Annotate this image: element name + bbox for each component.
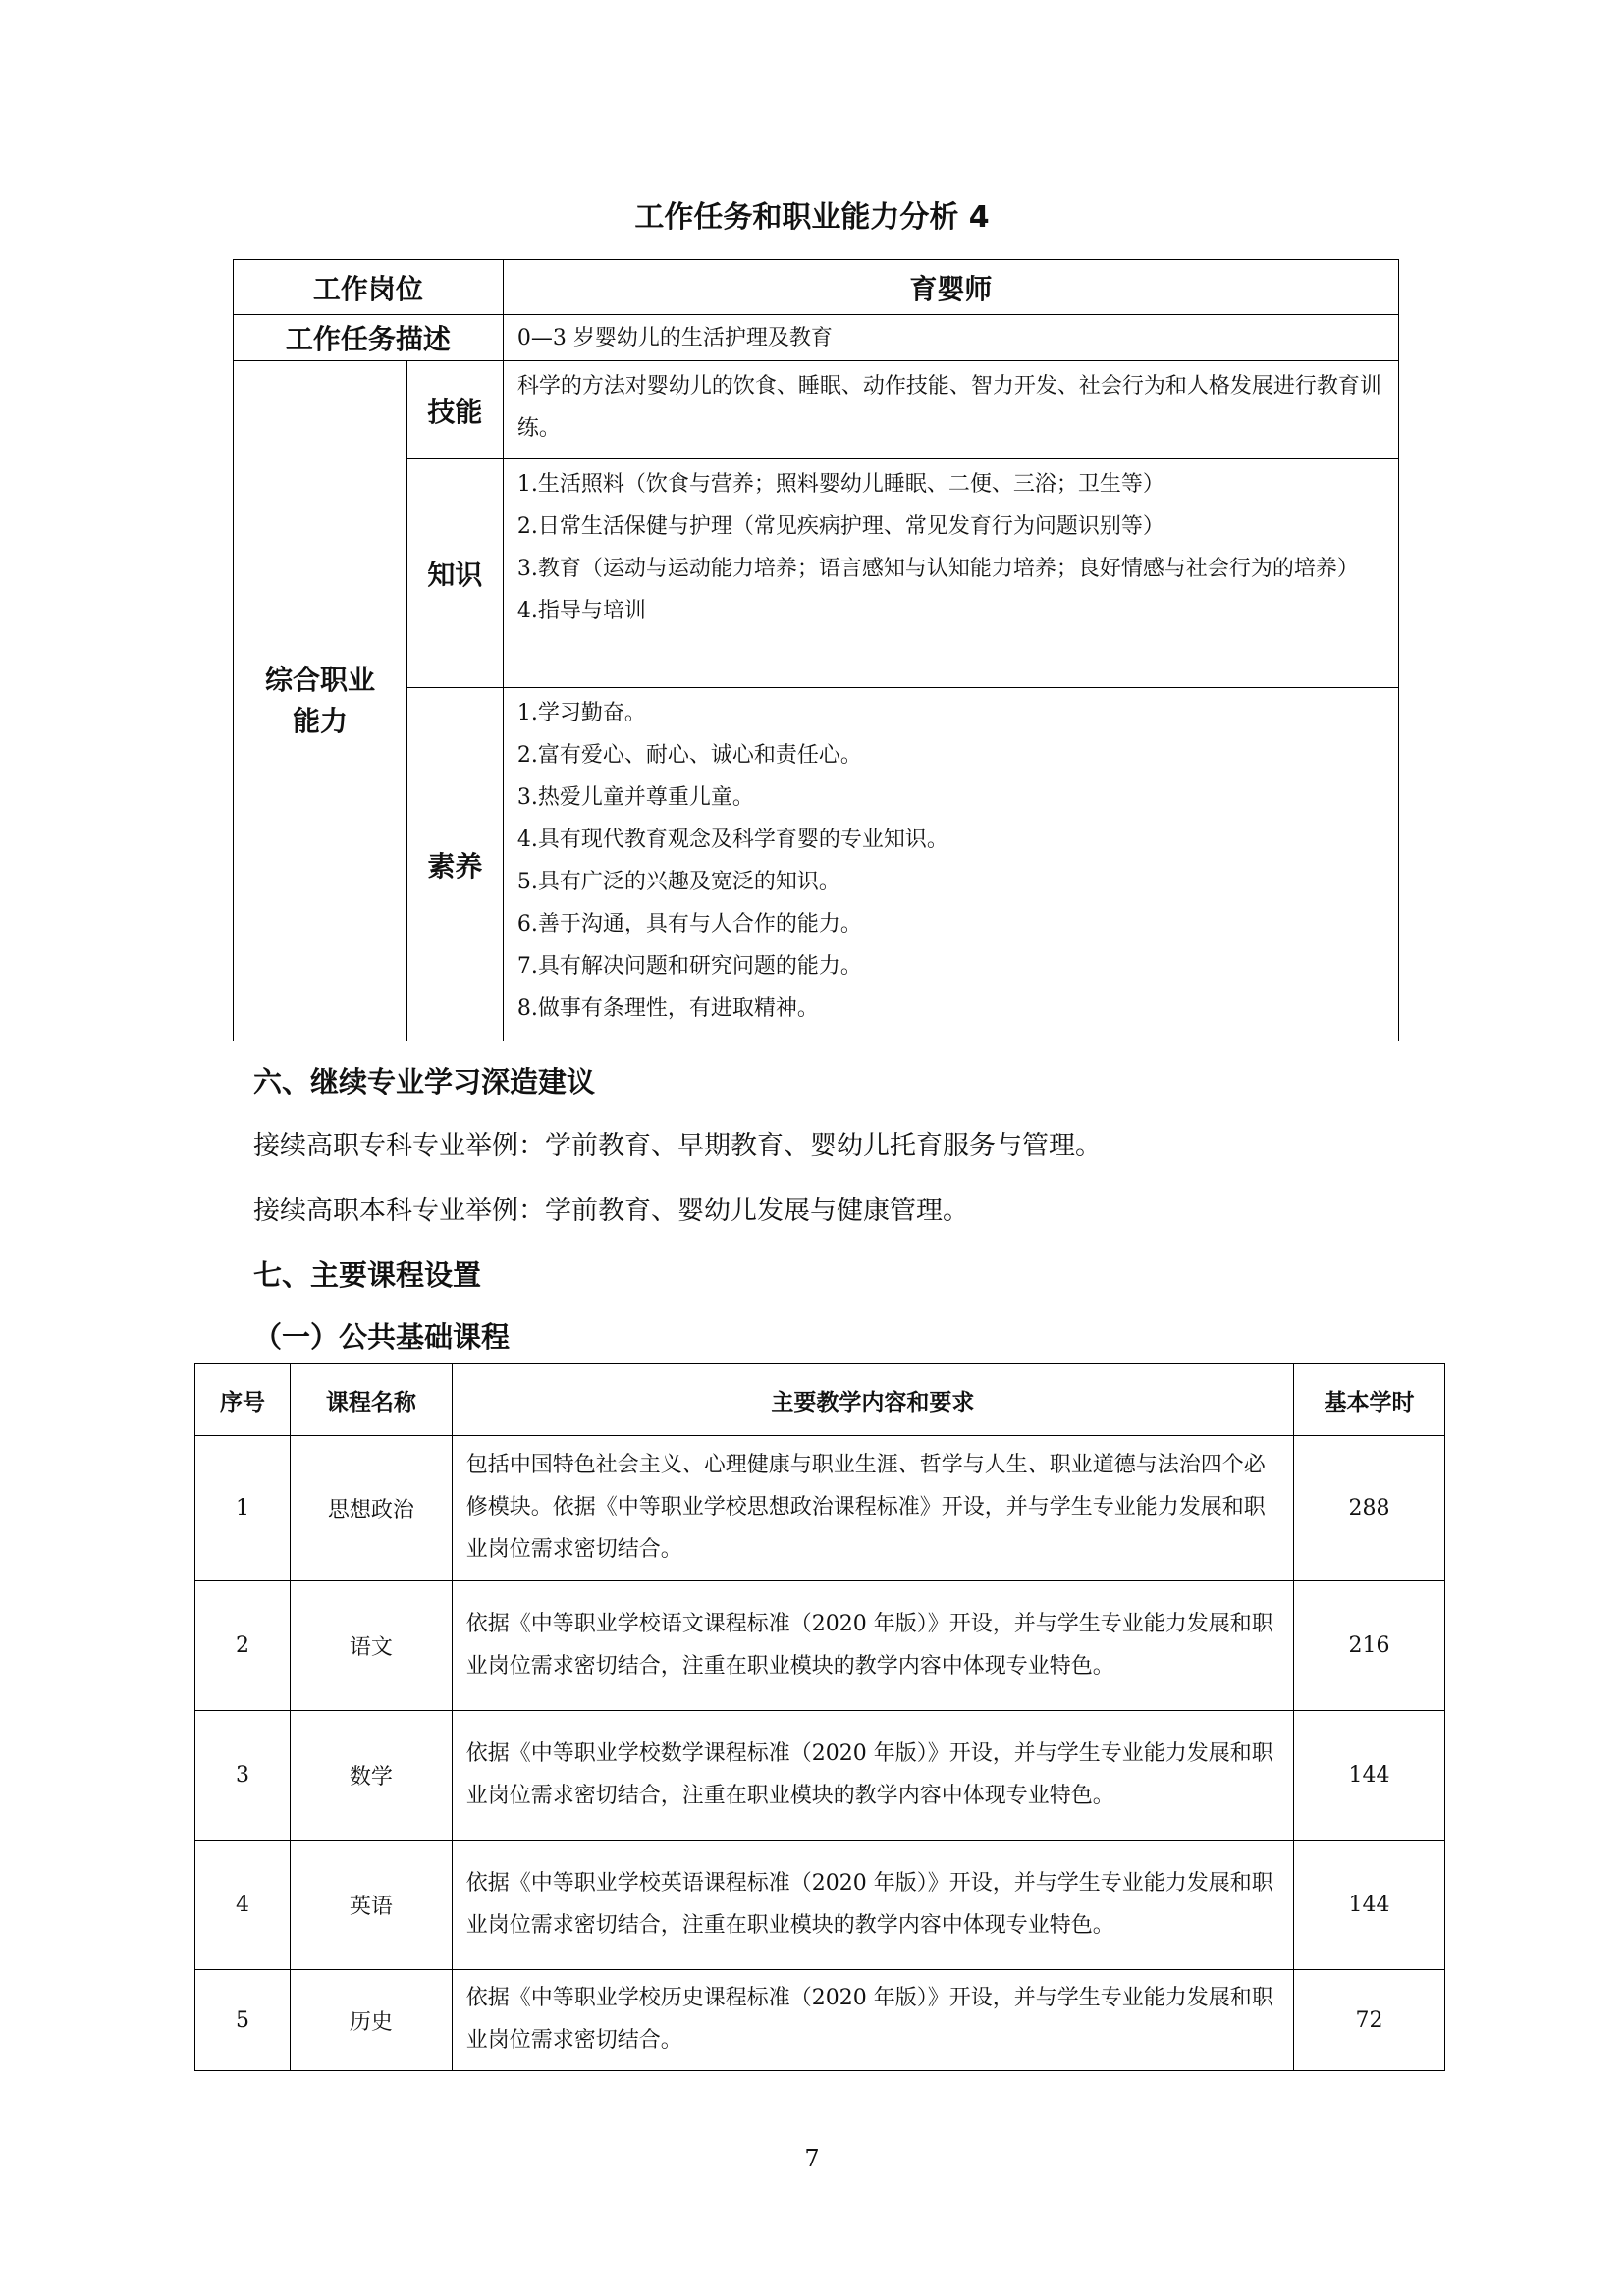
- row-hours: 144: [1294, 1841, 1445, 1970]
- job-analysis-table: [233, 259, 1399, 1041]
- row-no: 4: [195, 1841, 291, 1970]
- row-content: 包括中国特色社会主义、心理健康与职业生涯、哲学与人生、职业道德与法治四个必修模块。依据《中等职业学校思想政治课程标准》开设，并与学生专业能力发展和职业岗位需求密切结合。: [452, 1436, 1293, 1581]
- quality-item: 2.富有爱心、耐心、诚心和责任心。: [516, 743, 862, 768]
- ability-label-text: 综合职业能力: [264, 664, 375, 737]
- knowledge-item: 1.生活照料（饮食与营养；照料婴幼儿睡眠、二便、三浴；卫生等）: [516, 472, 1164, 497]
- skill-label: 技能: [406, 361, 503, 459]
- row-hours: 144: [1294, 1711, 1445, 1841]
- row-hours: 216: [1294, 1581, 1445, 1711]
- row-name: 语文: [290, 1581, 452, 1711]
- course-table: [194, 1363, 1445, 2071]
- row-name: 英语: [290, 1841, 452, 1970]
- quality-item: 6.善于沟通，具有与人合作的能力。: [516, 912, 862, 936]
- page-number: 7: [804, 2145, 820, 2172]
- row-no: 3: [195, 1711, 291, 1841]
- quality-item: 7.具有解决问题和研究问题的能力。: [516, 954, 862, 979]
- header-name: 课程名称: [290, 1364, 452, 1436]
- skill-value: 科学的方法对婴幼儿的饮食、睡眠、动作技能、智力开发、社会行为和人格发展进行教育训练。: [503, 361, 1398, 459]
- quality-item: 4.具有现代教育观念及科学育婴的专业知识。: [516, 828, 948, 852]
- quality-item: 3.热爱儿童并尊重儿童。: [516, 785, 754, 810]
- quality-list: [503, 688, 1398, 1041]
- table-row: [195, 1841, 1445, 1970]
- row-name: 数学: [290, 1711, 452, 1841]
- row-no: 5: [195, 1970, 291, 2071]
- knowledge-item: 2.日常生活保健与护理（常见疾病护理、常见发育行为问题识别等）: [516, 514, 1164, 539]
- section6-heading: 六、继续专业学习深造建议: [253, 1065, 596, 1098]
- position-label: 工作岗位: [234, 260, 504, 315]
- position-value: 育婴师: [503, 260, 1398, 315]
- row-hours: 72: [1294, 1970, 1445, 2071]
- quality-item: 5.具有广泛的兴趣及宽泛的知识。: [516, 870, 840, 894]
- row-name: 思想政治: [290, 1436, 452, 1581]
- table-row: [195, 1436, 1445, 1581]
- section6-para1: 接续高职专科专业举例：学前教育、早期教育、婴幼儿托育服务与管理。: [253, 1131, 1102, 1161]
- task-label: 工作任务描述: [234, 315, 504, 361]
- row-content: 依据《中等职业学校英语课程标准（2020 年版）》开设，并与学生专业能力发展和职业岗位需求密切结合，注重在职业模块的教学内容中体现专业特色。: [452, 1841, 1293, 1970]
- row-no: 2: [195, 1581, 291, 1711]
- row-content: 依据《中等职业学校语文课程标准（2020 年版）》开设，并与学生专业能力发展和职业岗位需求密切结合，注重在职业模块的教学内容中体现专业特色。: [452, 1581, 1293, 1711]
- section7-subheading: （一）公共基础课程: [253, 1320, 511, 1354]
- row-content: 依据《中等职业学校数学课程标准（2020 年版）》开设，并与学生专业能力发展和职业岗位需求密切结合，注重在职业模块的教学内容中体现专业特色。: [452, 1711, 1293, 1841]
- ability-label: [234, 361, 407, 1041]
- row-hours: 288: [1294, 1436, 1445, 1581]
- row-no: 1: [195, 1436, 291, 1581]
- table-row: [195, 1970, 1445, 2071]
- row-content: 依据《中等职业学校历史课程标准（2020 年版）》开设，并与学生专业能力发展和职业岗位需求密切结合。: [452, 1970, 1293, 2071]
- task-value: 0—3 岁婴幼儿的生活护理及教育: [503, 315, 1398, 361]
- header-content: 主要教学内容和要求: [452, 1364, 1293, 1436]
- table-row: [195, 1711, 1445, 1841]
- knowledge-list: [503, 459, 1398, 688]
- knowledge-label: 知识: [406, 459, 503, 688]
- quality-item: 1.学习勤奋。: [516, 701, 646, 725]
- quality-label: 素养: [406, 688, 503, 1041]
- page-title: 工作任务和职业能力分析 4: [634, 200, 990, 235]
- header-no: 序号: [195, 1364, 291, 1436]
- knowledge-item: 3.教育（运动与运动能力培养；语言感知与认知能力培养；良好情感与社会行为的培养）: [516, 557, 1359, 581]
- quality-item: 8.做事有条理性，有进取精神。: [516, 996, 819, 1021]
- table-row: [195, 1581, 1445, 1711]
- knowledge-item: 4.指导与培训: [516, 599, 646, 623]
- section6-para2: 接续高职本科专业举例：学前教育、婴幼儿发展与健康管理。: [253, 1196, 969, 1226]
- section7-heading: 七、主要课程设置: [253, 1258, 482, 1292]
- row-name: 历史: [290, 1970, 452, 2071]
- header-hours: 基本学时: [1294, 1364, 1445, 1436]
